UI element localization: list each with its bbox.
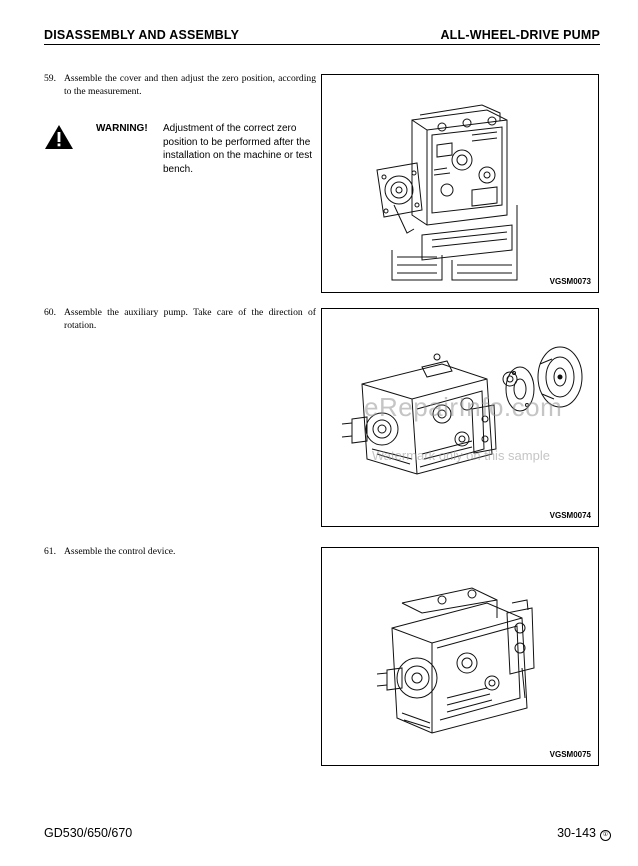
page-number: 30-143 [557, 826, 596, 840]
step-text: Assemble the control device. [64, 546, 176, 557]
step-number: 60. [44, 307, 56, 318]
footer-page [557, 826, 611, 841]
step-text: Assemble the cover and then adjust the zero position, according to the measurement. [64, 73, 316, 97]
footer-model: GD530/650/670 [44, 826, 133, 840]
watermark-site: eRepairInfo.com [364, 392, 563, 422]
step-61 [44, 545, 316, 558]
figure-label: VGSM0075 [549, 750, 591, 759]
warning-label: WARNING! [96, 123, 148, 134]
warning-triangle-icon [44, 124, 74, 150]
step-number: 59. [44, 73, 56, 84]
step-text: Assemble the auxiliary pump. Take care of the direction of rotation. [64, 307, 316, 331]
figure-vgsm0075 [321, 547, 599, 766]
header-chapter-title: ALL-WHEEL-DRIVE PUMP [440, 28, 600, 42]
revision-mark: ① [600, 830, 611, 841]
figure-label: VGSM0073 [549, 277, 591, 286]
pump-cover-illustration [322, 75, 599, 293]
watermark-note: Watermark only on this sample [372, 448, 550, 463]
header-rule [44, 44, 600, 45]
header-section-title: DISASSEMBLY AND ASSEMBLY [44, 28, 240, 42]
step-number: 61. [44, 546, 56, 557]
control-device-illustration [322, 548, 599, 766]
figure-label: VGSM0074 [549, 511, 591, 520]
figure-vgsm0073 [321, 74, 599, 293]
warning-text: Adjustment of the correct zero position to be performed after the installation on the machine or test bench. [163, 123, 312, 175]
step-59 [44, 72, 316, 98]
step-60 [44, 306, 316, 332]
